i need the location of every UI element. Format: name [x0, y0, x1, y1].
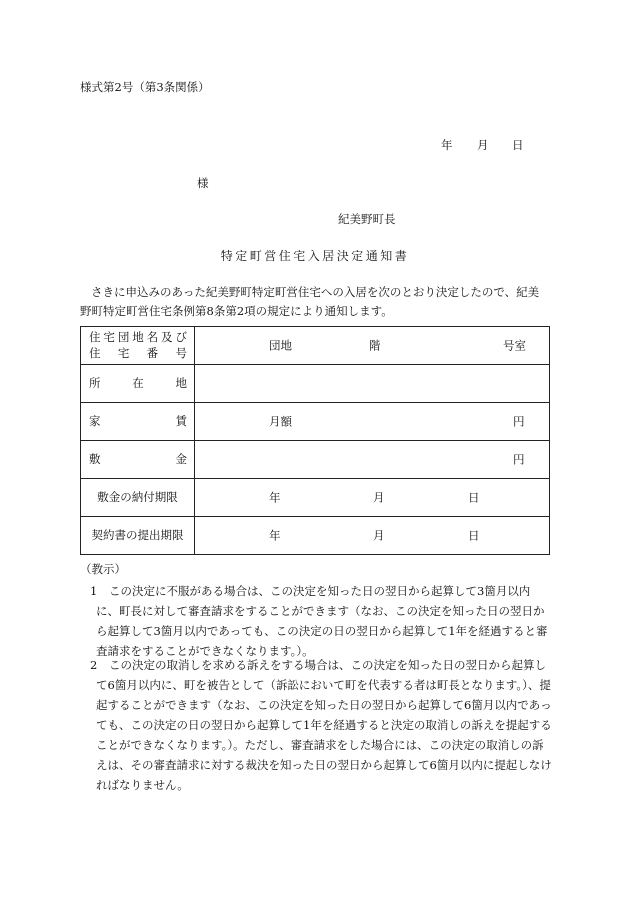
- room-label: 号室: [503, 337, 526, 352]
- label-char: び: [175, 329, 187, 344]
- label-char: 住: [89, 346, 101, 360]
- label-contract-deadline: [81, 517, 195, 555]
- floor-label: 階: [369, 337, 381, 352]
- document-title: 特定町営住宅入居決定通知書: [220, 249, 410, 263]
- addressee-suffix: 様: [197, 176, 209, 190]
- yen-label: 円: [513, 451, 525, 466]
- label-deposit-deadline: [81, 479, 195, 517]
- label-char: 住: [89, 329, 101, 344]
- table-row-deposit: [81, 441, 550, 479]
- intro-paragraph: さきに申込みのあった紀美野町特定町営住宅への入居を次のとおり決定したので、紀美野町特定町営住宅条例第8条第2項の規定により通知します。: [80, 285, 540, 318]
- label-rent: [81, 403, 195, 441]
- teaching-label: （教示）: [80, 562, 126, 576]
- teaching-item-2: [80, 655, 552, 795]
- label-char: 所: [89, 375, 101, 390]
- label-char: 家: [89, 413, 101, 428]
- day-label: 日: [468, 489, 480, 504]
- label-char: 宅: [117, 346, 130, 360]
- value-deposit: [195, 441, 550, 479]
- month-label: 月: [373, 489, 385, 504]
- label-housing: [81, 327, 195, 365]
- decision-table: [80, 326, 550, 555]
- date-day-label: 日: [512, 138, 524, 152]
- label-char: 団: [117, 329, 130, 344]
- label-char: 宅: [103, 329, 115, 344]
- day-label: 日: [468, 527, 480, 542]
- table-row-deposit-deadline: [81, 479, 550, 517]
- month-label: 月: [373, 527, 385, 542]
- label-char: 敷: [89, 451, 101, 466]
- label-char: 地: [132, 329, 144, 344]
- label-char: 番: [146, 346, 159, 360]
- value-deposit-deadline: [195, 479, 550, 517]
- teaching-item-number: 2: [90, 658, 98, 672]
- label-char: 号: [175, 346, 187, 360]
- yen-label: 円: [513, 413, 525, 428]
- label-char: 在: [132, 375, 144, 390]
- value-contract-deadline: [195, 517, 550, 555]
- value-location: [195, 365, 550, 403]
- form-number: 様式第2号（第3条関係）: [80, 80, 210, 94]
- year-label: 年: [269, 527, 281, 542]
- table-row-housing: [81, 327, 550, 365]
- value-housing: [195, 327, 550, 365]
- teaching-item-text: この決定の取消しを求める訴えをする場合は、この決定を知った日の翌日から起算して6箇月以内に、町を被告として（訴訟において町を代表する者は町長となります。）、提起することができます（なお、この決定を知った日の翌日から起算して6箇月以内であっても、この決定の日の翌日から起算して1年を経過すると決定の取消しの訴えを提起することができなくなります。）。ただし、審査請求をした場合には、この決定の取消しの訴えは、その審査請求に対する裁決を知った日の翌日から起算して6箇月以内に提起しなければなりません。: [96, 658, 552, 792]
- monthly-label: 月額: [269, 413, 292, 428]
- teaching-item-text: この決定に不服がある場合は、この決定を知った日の翌日から起算して3箇月以内に、町長に対して審査請求をすることができます（なお、この決定を知った日の翌日から起算して3箇月以内であっても、この決定の日の翌日から起算して1年を経過すると審査請求をすることができなくなります。）。: [96, 584, 548, 658]
- danchi-label: 団地: [269, 337, 292, 352]
- label-location: [81, 365, 195, 403]
- contract-deadline-text: 契約書の提出期限: [91, 527, 184, 542]
- value-rent: [195, 403, 550, 441]
- table-row-rent: [81, 403, 550, 441]
- date-month-label: 月: [477, 138, 489, 152]
- label-char: 地: [175, 375, 187, 390]
- table-row-location: [81, 365, 550, 403]
- table-row-contract-deadline: [81, 517, 550, 555]
- deposit-deadline-text: 敷金の納付期限: [97, 489, 178, 504]
- label-char: 及: [161, 329, 173, 344]
- label-char: 金: [175, 451, 187, 466]
- date-year-label: 年: [441, 138, 453, 152]
- label-char: 名: [146, 329, 159, 344]
- label-deposit: [81, 441, 195, 479]
- year-label: 年: [269, 489, 281, 504]
- label-char: 賃: [175, 413, 187, 428]
- issuer-name: 紀美野町長: [338, 212, 396, 226]
- teaching-item-1: [80, 581, 552, 661]
- teaching-item-number: 1: [90, 584, 98, 598]
